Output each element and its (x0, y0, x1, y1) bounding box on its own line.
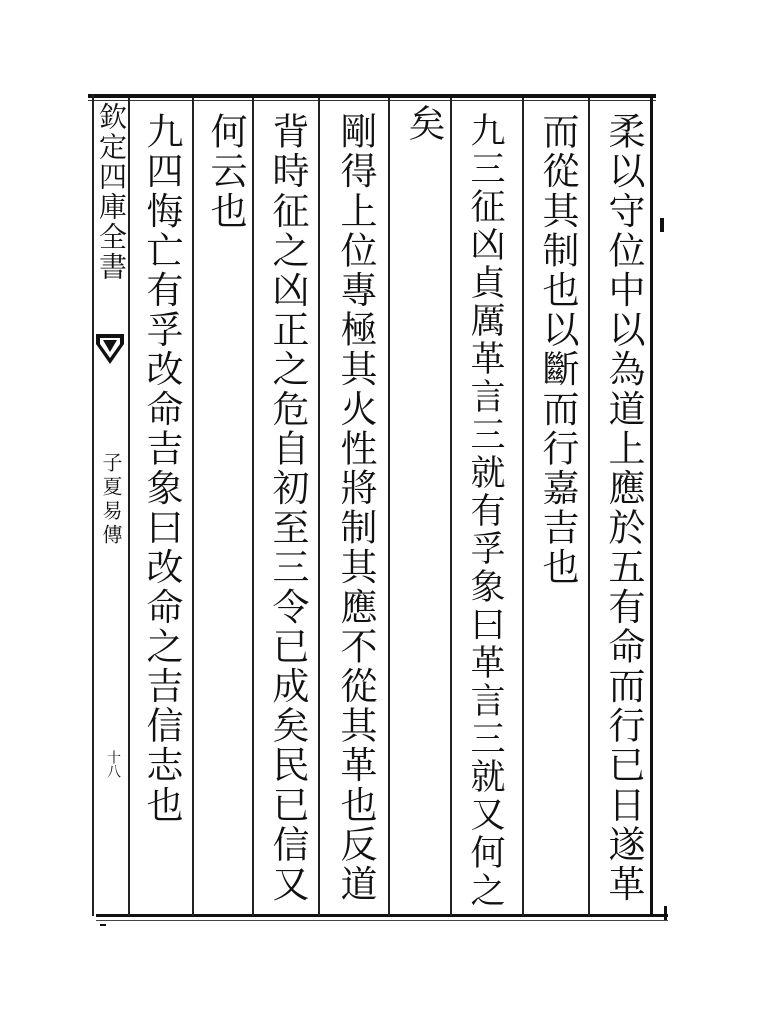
scan-mark (660, 218, 664, 232)
text-column-3: 九三征凶貞厲革言三就有孚象曰革言三就又何之 (465, 112, 505, 910)
text-column-4: 矣 (402, 104, 445, 144)
collection-title: 欽定四庫全書 (95, 102, 128, 282)
frame-top-rule (88, 94, 656, 98)
text-column-6: 背時征之凶正之危自初至三令已成矣民已信又 (266, 112, 309, 904)
frame-bottom-inner-rule (96, 920, 668, 921)
fish-tail-mark-icon (94, 330, 126, 370)
frame-top-inner-rule (88, 100, 656, 101)
column-rule (588, 98, 590, 916)
column-rule (252, 98, 254, 916)
column-rule (522, 98, 524, 916)
frame-right-rule (650, 94, 653, 916)
column-rule (318, 98, 320, 916)
book-title: 子夏易傳 (99, 452, 123, 548)
scan-mark (100, 924, 106, 926)
text-column-5: 剛得上位專極其火性將制其應不從其革也反道 (334, 112, 377, 904)
column-rule (192, 98, 194, 916)
text-column-8: 九四悔亡有孚改命吉象曰改命之吉信志也 (140, 112, 183, 825)
text-column-1: 柔以守位中以為道上應於五有命而行已日遂革 (602, 112, 645, 904)
page-number: 十八 (105, 750, 121, 778)
text-column-2: 而從其制也以斷而行嘉吉也 (536, 112, 579, 588)
scan-mark (664, 906, 667, 920)
column-rule (450, 98, 452, 916)
column-rule (388, 98, 390, 916)
column-rule (128, 98, 130, 916)
text-column-7: 何云也 (204, 112, 247, 231)
frame-bottom-rule (96, 914, 668, 917)
